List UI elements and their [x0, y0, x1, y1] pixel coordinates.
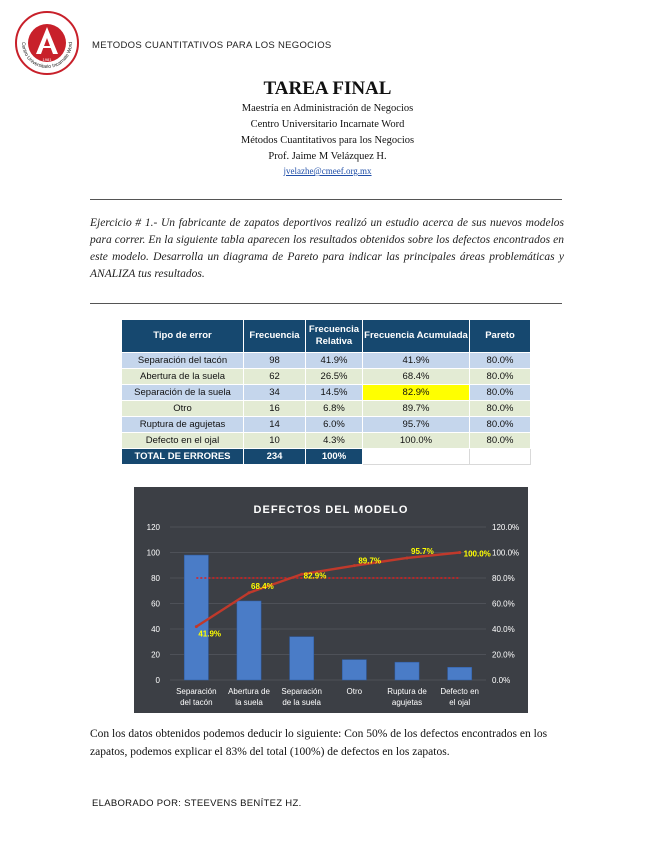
data-label: 89.7% [358, 556, 382, 566]
table-row: Abertura de la suela 62 26.5% 68.4% 80.0% [122, 369, 531, 385]
header-frecuencia: Frecuencia [244, 320, 306, 353]
total-percent: 100% [306, 449, 363, 465]
chart-title: DEFECTOS DEL MODELO [253, 504, 409, 516]
bar [395, 662, 419, 680]
y-left-tick-label: 0 [155, 676, 160, 685]
bar [342, 660, 366, 680]
logo-text: Centro Universitario Incarnate Word [19, 41, 75, 71]
cumulative-line [196, 553, 459, 627]
email-link[interactable]: jvelazhe@cmeef.org.mx [283, 166, 372, 176]
x-tick-label: Separación [281, 687, 322, 696]
highlighted-cell: 82.9% [363, 385, 470, 401]
divider-top [90, 199, 562, 200]
data-label: 68.4% [251, 581, 274, 591]
header-tipo: Tipo de error [122, 320, 244, 353]
cumulative-point [248, 591, 251, 594]
y-right-tick-label: 40.0% [492, 625, 515, 634]
y-right-tick-label: 100.0% [492, 548, 520, 558]
x-tick-label: agujetas [391, 698, 423, 707]
data-label: 82.9% [303, 571, 327, 581]
y-right-tick-label: 120.0% [492, 523, 520, 532]
page-title: TAREA FINAL [263, 78, 392, 99]
y-left-tick-label: 20 [151, 650, 160, 660]
subtitle-line-2: Centro Universitario Incarnate Word [250, 119, 405, 130]
table-row: Ruptura de agujetas 14 6.0% 95.7% 80.0% [122, 417, 531, 433]
subtitle-line-3: Métodos Cuantitativos para los Negocios [240, 135, 415, 146]
x-tick-label: el ojal [449, 698, 471, 707]
header-frec-acumulada: Frecuencia Acumulada [363, 320, 470, 353]
cumulative-point [353, 564, 356, 567]
header-pareto: Pareto [470, 320, 531, 353]
total-label: TOTAL DE ERRORES [122, 449, 244, 465]
footer-author: ELABORADO POR: STEEVENS BENÍTEZ HZ. [92, 798, 302, 809]
x-tick-label: Otro [346, 687, 363, 696]
y-right-tick-label: 80.0% [492, 574, 515, 583]
pareto-chart [134, 487, 528, 713]
y-left-tick-label: 100 [146, 548, 160, 558]
x-tick-label: Ruptura de [387, 687, 427, 696]
conclusion-text: Con los datos obtenidos podemos deducir lo siguiente: Con 50% de los defectos encontrados en los zapatos, podemos explicar el 83% del total (100%) de defectos en los zapatos. [90, 728, 548, 758]
subtitle-line-4: Prof. Jaime M Velázquez H. [268, 151, 387, 162]
subtitle-line-1: Maestría en Administración de Negocios [241, 103, 414, 114]
cumulative-point [195, 625, 198, 628]
table-row: Otro 16 6.8% 89.7% 80.0% [122, 401, 531, 417]
bar [448, 667, 472, 680]
table-row: Separación de la suela 34 14.5% 82.9% 80.0% [122, 385, 531, 401]
pareto-chart-svg [134, 487, 528, 713]
cumulative-point [406, 556, 409, 559]
x-tick-label: de la suela [282, 698, 322, 707]
course-header: METODOS CUANTITATIVOS PARA LOS NEGOCIOS [92, 40, 332, 51]
university-logo [14, 10, 80, 76]
logo-year: 1981 [42, 57, 52, 62]
table-row: Separación del tacón 98 41.9% 41.9% 80.0% [122, 353, 531, 369]
x-tick-label: la suela [235, 698, 263, 707]
y-right-tick-label: 20.0% [492, 650, 515, 660]
bar [184, 555, 208, 680]
header-frec-relativa: Frecuencia Relativa [306, 320, 363, 353]
bar [237, 601, 261, 680]
exercise-text: Ejercicio # 1.- Un fabricante de zapatos deportivos realizó un estudio acerca de sus nuevos modelos para correr. En la siguiente tabla aparecen los resultados obtenidos sobre los defectos encontrados en este modelo. Desarrolla un diagrama de Pareto para indicar las principales áreas problemáticas y ANALIZA tus resultados. [90, 217, 564, 280]
x-tick-label: del tacón [180, 698, 213, 707]
data-label: 100.0% [463, 549, 491, 559]
y-left-tick-label: 80 [151, 574, 160, 583]
data-label: 41.9% [198, 629, 222, 639]
y-left-tick-label: 120 [146, 523, 160, 532]
bar [290, 637, 314, 680]
total-frequency: 234 [244, 449, 306, 465]
x-tick-label: Separación [176, 687, 217, 696]
table-header-row [122, 320, 531, 353]
table-row: Defecto en el ojal 10 4.3% 100.0% 80.0% [122, 433, 531, 449]
frequency-table [121, 319, 531, 465]
divider-bottom [90, 303, 562, 304]
y-left-tick-label: 60 [151, 599, 160, 609]
y-right-tick-label: 60.0% [492, 599, 515, 609]
cumulative-point [458, 551, 461, 554]
y-left-tick-label: 40 [151, 625, 160, 634]
y-right-tick-label: 0.0% [492, 676, 511, 685]
x-tick-label: Defecto en [440, 687, 480, 696]
table-total-row [122, 449, 531, 465]
x-tick-label: Abertura de [228, 687, 270, 696]
data-label: 95.7% [411, 546, 434, 556]
